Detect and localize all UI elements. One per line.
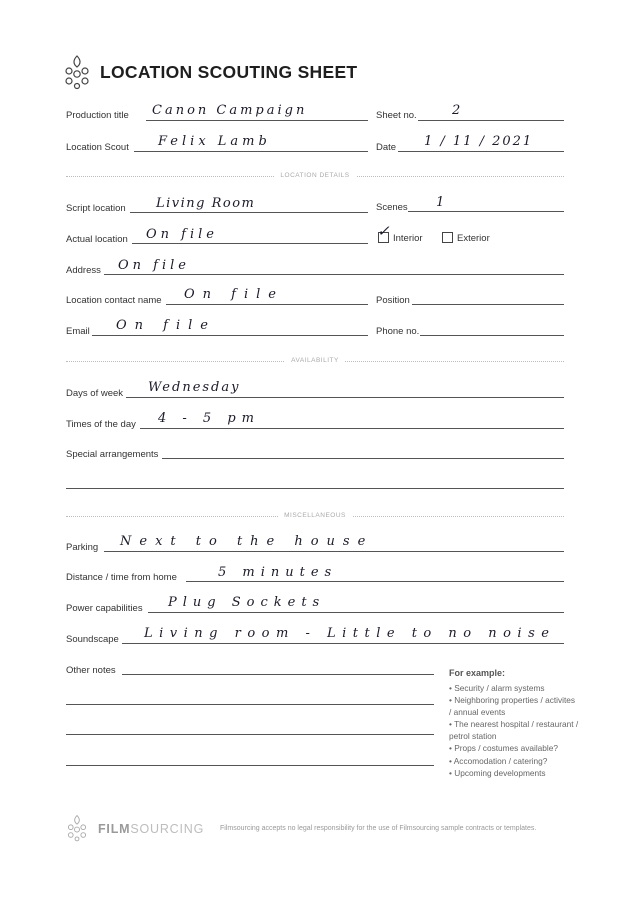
production-title-field[interactable]: Canon Campaign [152,103,308,118]
script-location-label: Script location [66,203,126,214]
production-title-label: Production title [66,110,129,121]
location-scout-line [134,151,368,152]
availability-divider [66,357,564,367]
list-item: • Upcoming developments [449,768,579,780]
phone-no-label: Phone no. [376,326,420,337]
scenes-line [408,211,564,212]
power-capabilities-line [148,612,564,613]
parking-line [104,551,564,552]
date-line [398,151,564,152]
scenes-field[interactable]: 1 [436,195,446,210]
sheet-no-line [418,120,564,121]
phone-no-line [420,335,564,336]
miscellaneous-divider [66,512,564,522]
exterior-label: Exterior [457,233,490,244]
location-details-heading: LOCATION DETAILS [274,172,355,179]
filmsourcing-logo-icon [62,54,92,90]
list-item: • Accomodation / catering? [449,756,579,768]
other-notes-line-4 [66,765,434,766]
address-line [104,274,564,275]
position-label: Position [376,295,410,306]
days-of-week-line [126,397,564,398]
interior-label: Interior [393,233,423,244]
script-location-field[interactable]: Living Room [156,196,256,211]
special-arrangements-label: Special arrangements [66,449,159,460]
location-contact-field[interactable]: On file [184,287,284,302]
other-notes-line-3 [66,734,434,735]
list-item: • Neighboring properties / activites / annual events [449,695,579,719]
distance-time-line [186,581,564,582]
footer-brand-bold: FILM [98,822,131,836]
position-line [412,304,564,305]
production-title-line [146,120,368,121]
availability-heading: AVAILABILITY [285,357,345,364]
days-of-week-label: Days of week [66,388,124,399]
distance-time-label: Distance / time from home [66,572,177,583]
examples-title: For example: [449,668,506,678]
date-label: Date [376,142,397,153]
date-field[interactable]: 1 / 11 / 2021 [424,134,534,149]
power-capabilities-field[interactable]: Plug Sockets [168,595,326,610]
location-details-divider [66,172,564,182]
examples-list [449,683,579,780]
soundscape-line [122,643,564,644]
times-of-day-line [140,428,564,429]
distance-time-field[interactable]: 5 minutes [218,565,338,580]
exterior-checkbox[interactable] [442,232,453,243]
actual-location-label: Actual location [66,234,128,245]
location-contact-label: Location contact name [66,295,162,306]
days-of-week-field[interactable]: Wednesday [148,380,241,395]
special-arrangements-line [162,458,564,459]
list-item: • The nearest hospital / restaurant / petrol station [449,719,579,743]
script-location-line [130,212,368,213]
checkmark-icon: ✓ [377,222,390,240]
other-notes-line-2 [66,704,434,705]
location-contact-line [166,304,368,305]
times-of-day-field[interactable]: 4 - 5 pm [158,411,260,426]
list-item: • Security / alarm systems [449,683,579,695]
other-notes-line [122,674,434,675]
footer-logo-icon [65,814,89,842]
footer-brand-light: SOURCING [130,822,205,836]
times-of-day-label: Times of the day [66,419,136,430]
email-field[interactable]: On file [116,318,216,333]
address-field[interactable]: On file [118,258,190,273]
soundscape-label: Soundscape [66,634,119,645]
actual-location-field[interactable]: On file [146,227,218,242]
parking-field[interactable]: Next to the house [120,534,374,549]
location-scout-field[interactable]: Felix Lamb [158,134,271,149]
address-label: Address [66,265,101,276]
power-capabilities-label: Power capabilities [66,603,143,614]
actual-location-line [132,243,368,244]
footer-brand [98,822,204,836]
location-scout-label: Location Scout [66,142,129,153]
page-title: LOCATION SCOUTING SHEET [100,62,358,82]
special-arrangements-line-2 [66,488,564,489]
list-item: • Props / costumes available? [449,743,579,755]
footer-disclaimer: Filmsourcing accepts no legal responsibility for the use of Filmsourcing sample contracts or templates. [220,825,537,832]
soundscape-field[interactable]: Living room - Little to no noise [144,626,556,641]
sheet-no-label: Sheet no. [376,110,417,121]
miscellaneous-heading: MISCELLANEOUS [278,512,352,519]
parking-label: Parking [66,542,99,553]
email-line [92,335,368,336]
sheet-no-field[interactable]: 2 [452,103,462,118]
email-label: Email [66,326,90,337]
scenes-label: Scenes [376,202,408,213]
other-notes-label: Other notes [66,665,116,676]
